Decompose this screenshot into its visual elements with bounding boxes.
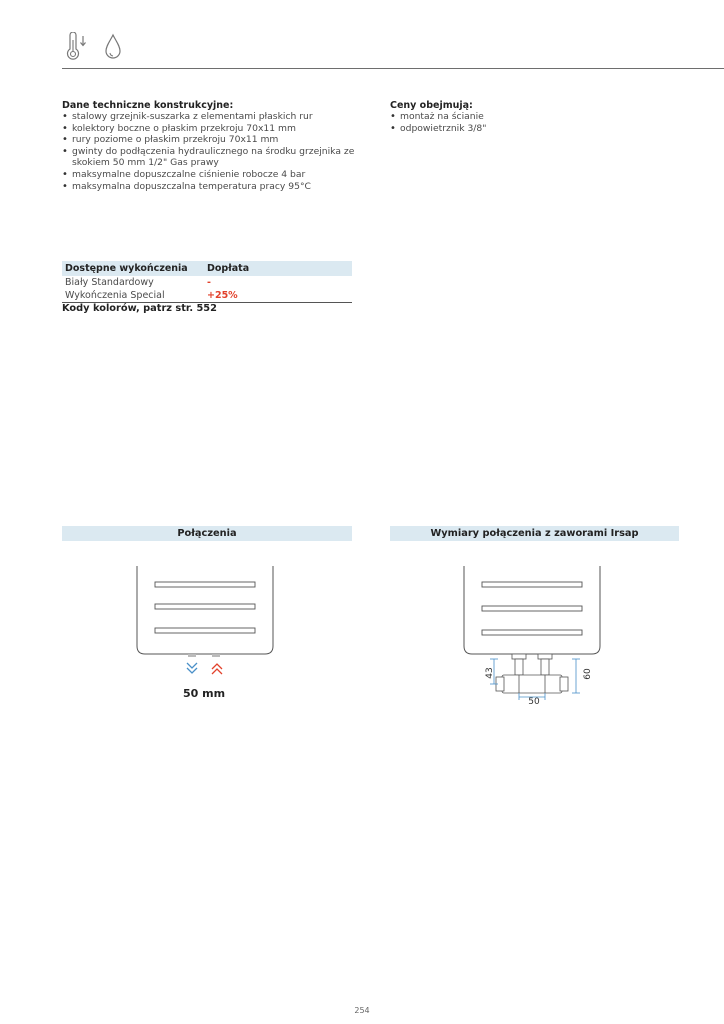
list-item: • odpowietrznik 3/8": [390, 123, 690, 135]
finishes-table: [62, 261, 352, 303]
table-row: [62, 289, 352, 303]
prices-section: [390, 100, 690, 134]
list-item: • gwinty do podłączenia hydraulicznego na środku grzejnika ze skokiem 50 mm 1/2" Gas prawy: [62, 146, 362, 169]
table-row: [62, 276, 352, 289]
list-item: • maksymalne dopuszczalne ciśnienie robocze 4 bar: [62, 169, 362, 181]
connections-title: Połączenia: [62, 526, 352, 541]
finish-surcharge: +25%: [204, 289, 352, 303]
finish-name: Wykończenia Special: [62, 289, 204, 303]
list-item: • rury poziome o płaskim przekroju 70x11 mm: [62, 134, 362, 146]
dimension-60: 60: [583, 668, 593, 680]
list-item: • maksymalna dopuszczalna temperatura pracy 95°C: [62, 181, 362, 193]
tech-section: [62, 100, 362, 192]
thermometer-down-icon: [64, 32, 88, 66]
tech-list: [62, 111, 362, 192]
irsap-diagram: [390, 558, 680, 708]
valve-assembly: [496, 654, 568, 693]
supply-chevron-icon: [212, 664, 222, 674]
page-number: 254: [354, 1006, 370, 1015]
list-item: • kolektory boczne o płaskim przekroju 70x11 mm: [62, 123, 362, 135]
irsap-title: Wymiary połączenia z zaworami Irsap: [390, 526, 679, 541]
tech-title: Dane techniczne konstrukcyjne:: [62, 100, 234, 111]
return-chevron-icon: [187, 663, 197, 673]
finish-name: Biały Standardowy: [65, 277, 154, 288]
table-header-row: [62, 261, 352, 276]
color-codes-note: Kody kolorów, patrz str. 552: [62, 303, 217, 314]
list-item: • montaż na ścianie: [390, 111, 690, 123]
col-header-surcharge: Dopłata: [204, 261, 352, 276]
water-drop-icon: [101, 32, 125, 66]
prices-list: [390, 111, 690, 134]
header-divider: [62, 68, 724, 69]
col-header-finish: Dostępne wykończenia: [62, 261, 204, 276]
finish-surcharge: -: [207, 277, 211, 288]
connections-diagram: [62, 558, 352, 708]
list-item: • stalowy grzejnik-suszarka z elementami płaskich rur: [62, 111, 362, 123]
dimension-50: 50: [528, 697, 540, 707]
dimension-43: 43: [485, 667, 495, 679]
spacing-label: 50 mm: [182, 687, 226, 700]
prices-title: Ceny obejmują:: [390, 100, 473, 111]
